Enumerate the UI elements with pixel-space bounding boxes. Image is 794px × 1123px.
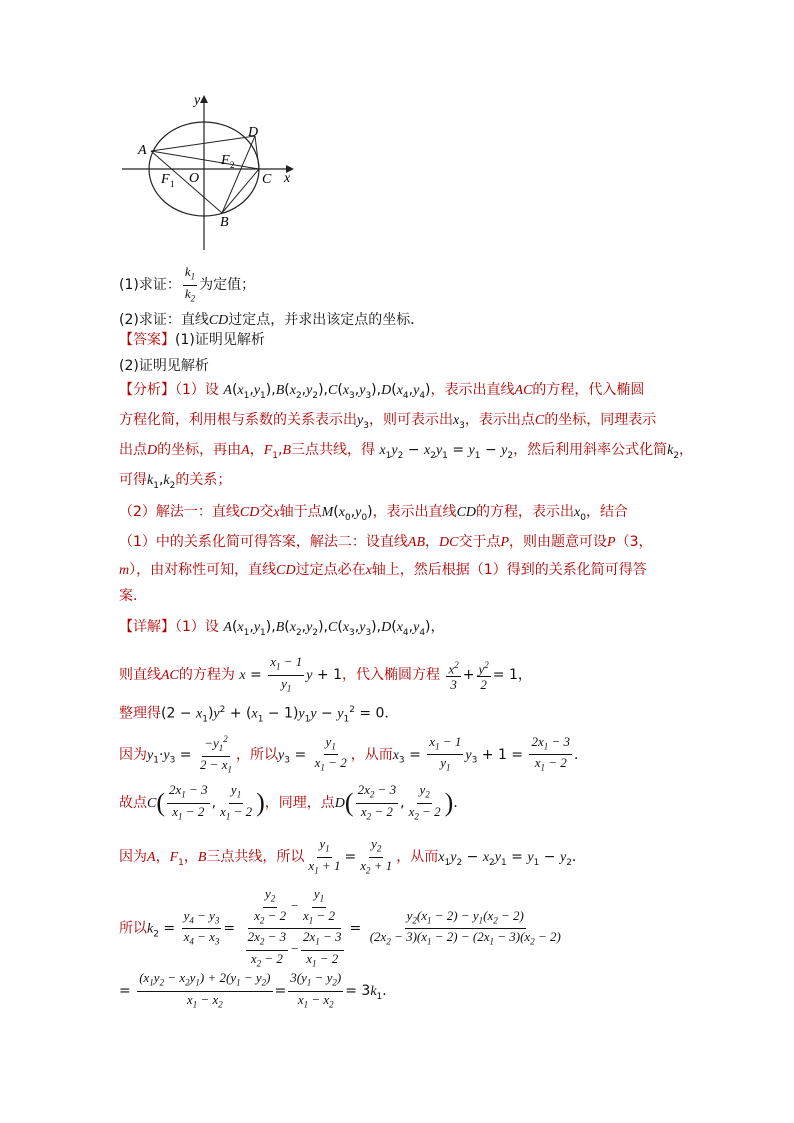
detail-line-8: = $\frac{(x_1y_2 - x_2y_1) + 2(y_1 - y_2)}{x_1 - x_2}$ = $\frac{3(y_1 - y_2)}{x_1 - x_2}$ = $3k_1$． bbox=[119, 970, 397, 1010]
analysis-line-6: （1）中的关系化简可得答案，解法二：设直线AB，DC交于点P，则由题意可设P（3， bbox=[119, 534, 653, 550]
label-F2: F bbox=[221, 153, 230, 168]
label-A: A bbox=[138, 143, 147, 158]
label-O: O bbox=[189, 171, 200, 186]
ellipse-figure bbox=[118, 92, 298, 252]
label-F1: F bbox=[161, 172, 170, 187]
detail-line-5: 故点C( $\frac{2x_1 - 3}{x_1 - 2}$ , $\frac{y_1}{x_1 - 2}$ )，同理，点D( $\frac{2x_2 - 3}{x_2 - 2}$ , $\frac{y_2}{x_2 - 2}$ )． bbox=[119, 782, 468, 822]
detail-line-4: 因为$y_1\cdot y_3$ = $\frac{-y_1^2}{2 - x_1}$ ，所以$y_3$ = $\frac{y_1}{x_1 - 2}$ ，从而$x_3$ = $\frac{x_1 - 1}{y_1}$ $y_3 + 1$ = $\frac{2x_1 - 3}{x_1 - 2}$ ． bbox=[119, 733, 589, 775]
question-2: (2)求证：直线CD过定点，并求出该定点的坐标． bbox=[119, 312, 425, 328]
label-F1-sub: 1 bbox=[170, 179, 175, 189]
analysis-line-4: 可得$k_1,k_2$的关系； bbox=[119, 472, 232, 491]
detail-line-1: 【详解】（1）设 $A(x_1,y_1),B(x_2,y_2),C(x_3,y_3),D(x_4,y_4)$， bbox=[119, 619, 445, 638]
answer-1: 【答案】(1)证明见解析 bbox=[119, 332, 265, 348]
detail-line-2: 则直线AC的方程为 x = $\frac{x_1 - 1}{y_1}$ y + 1，代入椭圆方程 $\frac{x^2}{3}$ + $\frac{y^2}{2}$ = 1， bbox=[119, 654, 532, 694]
label-y: y bbox=[194, 93, 201, 108]
analysis-line-8: 案. bbox=[119, 588, 138, 604]
label-x: x bbox=[284, 171, 291, 186]
detail-line-3: 整理得$(2 - x_1)y^2 + (x_1 - 1)y_1y - y_1^2 = 0$． bbox=[119, 705, 399, 725]
label-C: C bbox=[262, 172, 272, 187]
label-D: D bbox=[248, 125, 259, 140]
analysis-line-1: 【分析】（1）设 $A(x_1,y_1),B(x_2,y_2),C(x_3,y_3),D(x_4,y_4)$，表示出直线AC的方程，代入椭圆 bbox=[119, 382, 645, 401]
detail-line-7: 所以$k_2$ = $\frac{y_4 - y_3}{x_4 - x_3}$ = $\frac{y_2}{x_2 - 2}$ − $\frac{y_1}{x_1 - 2}$ $\frac{2x_2 - 3}{x_2 - 2}$ − $\frac{2x_1 - 3}{x_1 - 2}$ = $\frac{y_2(x_1 - 2) - y_1(x_2 - 2)}{(2x_2 - 3)(x_1 - 2) - (2x_1 - 3)(x_2 - 2)}$ bbox=[119, 886, 561, 969]
question-1: (1)求证： $\frac{k_1}{k_2}$ 为定值； bbox=[119, 264, 256, 304]
analysis-line-5: （2）解法一：直线CD交x轴于点$M(x_0,y_0)$，表示出直线CD的方程，表示出$x_0$，结合 bbox=[119, 504, 628, 523]
label-B: B bbox=[220, 215, 229, 230]
analysis-line-2: 方程化简，利用根与系数的关系表示出$y_3$，则可表示出$x_3$，表示出点C的坐标，同理表示 bbox=[119, 412, 657, 431]
answer-2: (2)证明见解析 bbox=[119, 358, 209, 374]
analysis-line-3: 出点D的坐标，再由A，$F_1,B$三点共线，得 $x_1y_2 - x_2y_1 = y_1 - y_2$，然后利用斜率公式化简$k_2$， bbox=[119, 442, 694, 461]
analysis-line-7: m），由对称性可知，直线CD过定点必在x轴上，然后根据（1）得到的关系化简可得答 bbox=[119, 562, 647, 578]
detail-line-6: 因为A，$F_1$，B三点共线，所以 $\frac{y_1}{x_1 + 1}$ = $\frac{y_2}{x_2 + 1}$ ，从而$x_1y_2 - x_2y_1 = y_1 - y_2$． bbox=[119, 836, 586, 876]
label-F2-sub: 2 bbox=[230, 160, 235, 170]
